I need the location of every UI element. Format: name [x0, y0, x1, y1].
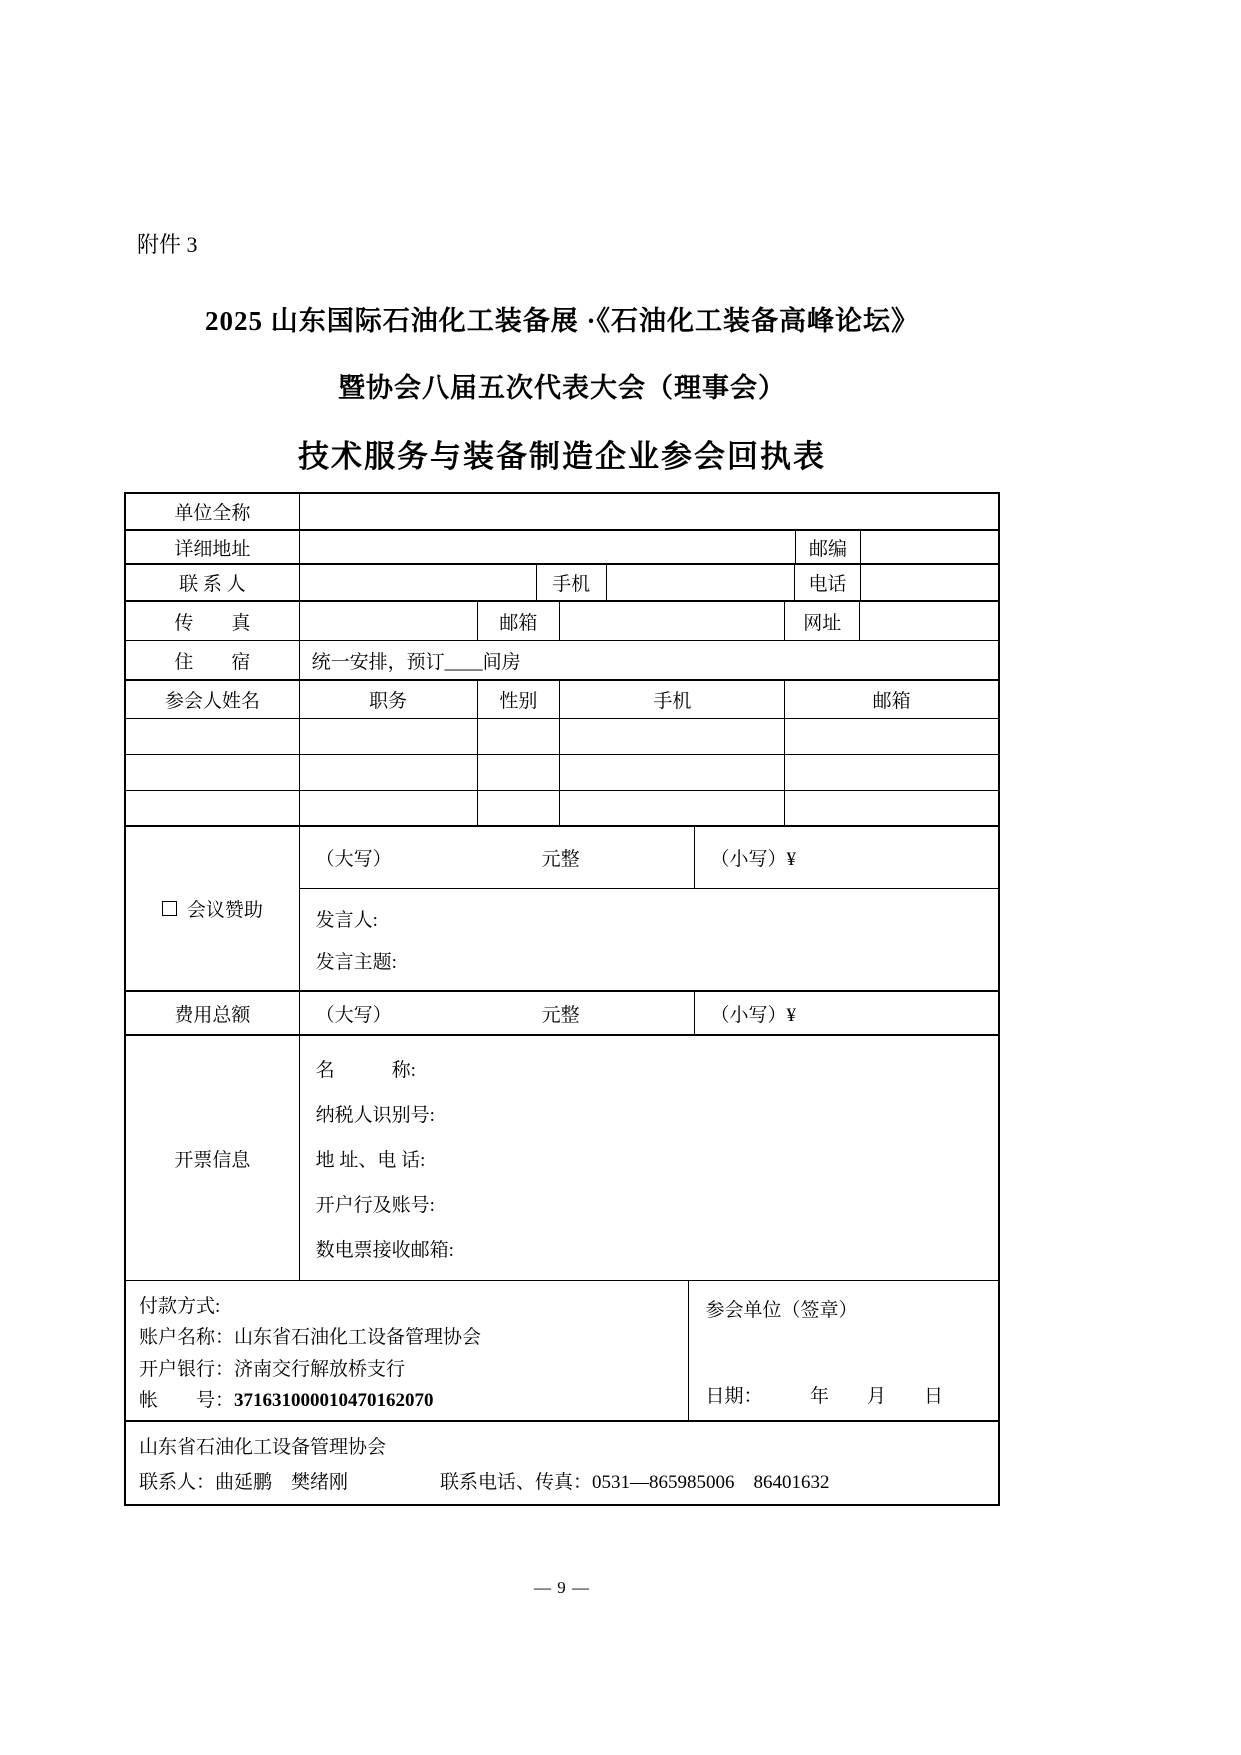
- mobile-label: 手机: [536, 565, 606, 600]
- address-input-cell[interactable]: [299, 531, 795, 563]
- organizer-phones: 联系电话、传真：0531—865985006 86401632: [440, 1472, 830, 1493]
- lodging-label: 住 宿: [174, 651, 251, 673]
- topic-label: 发言主题:: [315, 952, 397, 974]
- lodging-input-cell[interactable]: [299, 641, 998, 679]
- email-label: 邮箱: [477, 602, 560, 640]
- attendee-mobile-header: 手机: [559, 681, 784, 718]
- sponsorship-label: 会议赞助: [186, 900, 263, 921]
- attachment-label: 附件 3: [137, 232, 198, 257]
- attendee-row-3: [126, 791, 998, 827]
- row-organizer: [126, 1422, 998, 1504]
- row-invoice-info: [126, 1036, 998, 1281]
- total-upper-label: （大写）: [315, 1004, 392, 1026]
- sponsorship-amount-row: [300, 827, 998, 889]
- payment-account-name: 账户名称：山东省石油化工设备管理协会: [139, 1327, 482, 1349]
- phone-label: 电话: [794, 565, 860, 600]
- sponsorship-amount-words-cell[interactable]: [300, 827, 694, 888]
- payment-account-number-line: [139, 1385, 678, 1412]
- attendee3-name-cell[interactable]: [126, 791, 299, 825]
- lodging-value: 统一安排，预订____间房: [311, 651, 521, 673]
- total-cost-details: [299, 992, 998, 1034]
- row-unit-name: [126, 494, 998, 531]
- fax-label: 传 真: [174, 612, 251, 634]
- postcode-input-cell[interactable]: [860, 531, 998, 563]
- signature-label: 参会单位（签章）: [705, 1300, 858, 1321]
- row-payment: [126, 1281, 998, 1422]
- invoice-name-line: 名 称:: [315, 1060, 416, 1081]
- organizer-name: 山东省石油化工设备管理协会: [139, 1437, 387, 1458]
- website-input-cell[interactable]: [859, 602, 998, 640]
- attendee-row-2: [126, 755, 998, 791]
- attendee2-gender-cell[interactable]: [477, 755, 560, 790]
- account-number-value: 371631000010470162070: [234, 1389, 434, 1411]
- total-amount-figures-cell[interactable]: [694, 992, 998, 1034]
- fax-input-cell[interactable]: [299, 602, 477, 640]
- row-fax: [126, 602, 998, 641]
- attendee3-email-cell[interactable]: [784, 791, 998, 825]
- total-amount-words-cell[interactable]: [300, 992, 694, 1034]
- organizer-contact-line: [139, 1467, 988, 1494]
- row-lodging: [126, 641, 998, 681]
- document-content: [124, 0, 1000, 1598]
- unit-name-input-cell[interactable]: [299, 494, 998, 529]
- row-contact: [126, 565, 998, 602]
- sponsorship-amount-figures-cell[interactable]: [694, 827, 998, 888]
- attendee-title-header: 职务: [299, 681, 477, 718]
- event-title-line2: 暨协会八届五次代表大会（理事会）: [338, 373, 786, 403]
- row-sponsorship: [126, 827, 998, 992]
- address-label: 详细地址: [174, 538, 251, 560]
- page-number: — 9 —: [534, 1578, 590, 1597]
- total-unit-label: 元整: [541, 1004, 580, 1026]
- form-title: 技术服务与装备制造企业参会回执表: [298, 439, 826, 474]
- attendee3-title-cell[interactable]: [299, 791, 477, 825]
- attendee1-gender-cell[interactable]: [477, 719, 560, 754]
- attendee2-title-cell[interactable]: [299, 755, 477, 790]
- invoice-einvoice-email-line: 数电票接收邮箱:: [315, 1240, 454, 1261]
- amount-lower-label: （小写）¥: [710, 849, 797, 870]
- total-amount-row: [300, 992, 998, 1034]
- reply-form-table: [124, 492, 1000, 1506]
- attendee-row-1: [126, 719, 998, 755]
- postcode-label: 邮编: [795, 531, 860, 563]
- payment-info-cell: [126, 1281, 688, 1422]
- payment-method-label: 付款方式:: [139, 1296, 221, 1318]
- amount-unit-label: 元整: [541, 849, 580, 870]
- invoice-info-label: 开票信息: [174, 1149, 251, 1171]
- sponsorship-details: [299, 827, 998, 990]
- total-lower-label: （小写）¥: [710, 1004, 797, 1026]
- sponsorship-speaker-cell[interactable]: [300, 889, 998, 990]
- attendee1-title-cell[interactable]: [299, 719, 477, 754]
- speaker-label: 发言人:: [315, 909, 378, 931]
- payment-bank: 开户银行：济南交行解放桥支行: [139, 1358, 406, 1380]
- website-label: 网址: [784, 602, 859, 640]
- invoice-info-cell[interactable]: [299, 1036, 998, 1281]
- attendee3-mobile-cell[interactable]: [559, 791, 784, 825]
- attendee2-name-cell[interactable]: [126, 755, 299, 790]
- account-number-label: 帐 号：: [139, 1389, 235, 1411]
- signature-cell[interactable]: [688, 1281, 998, 1420]
- row-attendee-header: [126, 681, 998, 719]
- attendee2-mobile-cell[interactable]: [559, 755, 784, 790]
- amount-upper-label: （大写）: [315, 849, 392, 870]
- attendee1-email-cell[interactable]: [784, 719, 998, 754]
- contact-input-cell[interactable]: [299, 565, 536, 600]
- organizer-contacts: 联系人：曲延鹏 樊绪刚: [139, 1472, 349, 1493]
- attendee-name-header: 参会人姓名: [164, 691, 260, 712]
- attendee1-mobile-cell[interactable]: [559, 719, 784, 754]
- email-input-cell[interactable]: [559, 602, 784, 640]
- mobile-input-cell[interactable]: [606, 565, 794, 600]
- date-line: 日期： 年 月 日: [705, 1386, 943, 1407]
- sponsorship-label-cell: [126, 827, 299, 990]
- invoice-address-phone-line: 地 址、电 话:: [315, 1150, 426, 1171]
- event-title-line1: 2025 山东国际石油化工装备展 ·《石油化工装备高峰论坛》: [204, 306, 919, 336]
- invoice-bank-account-line: 开户行及账号:: [315, 1195, 435, 1216]
- total-cost-label: 费用总额: [174, 1004, 251, 1026]
- phone-input-cell[interactable]: [860, 565, 998, 600]
- invoice-taxid-line: 纳税人识别号:: [315, 1105, 435, 1126]
- row-total-cost: [126, 992, 998, 1036]
- unit-name-label: 单位全称: [174, 503, 251, 524]
- row-address: [126, 531, 998, 565]
- attendee2-email-cell[interactable]: [784, 755, 998, 790]
- attendee-email-header: 邮箱: [784, 681, 998, 718]
- sponsorship-checkbox[interactable]: [162, 901, 177, 916]
- contact-label: 联 系 人: [179, 574, 246, 595]
- attendee3-gender-cell[interactable]: [477, 791, 560, 825]
- attendee1-name-cell[interactable]: [126, 719, 299, 754]
- attendee-gender-header: 性别: [477, 681, 560, 718]
